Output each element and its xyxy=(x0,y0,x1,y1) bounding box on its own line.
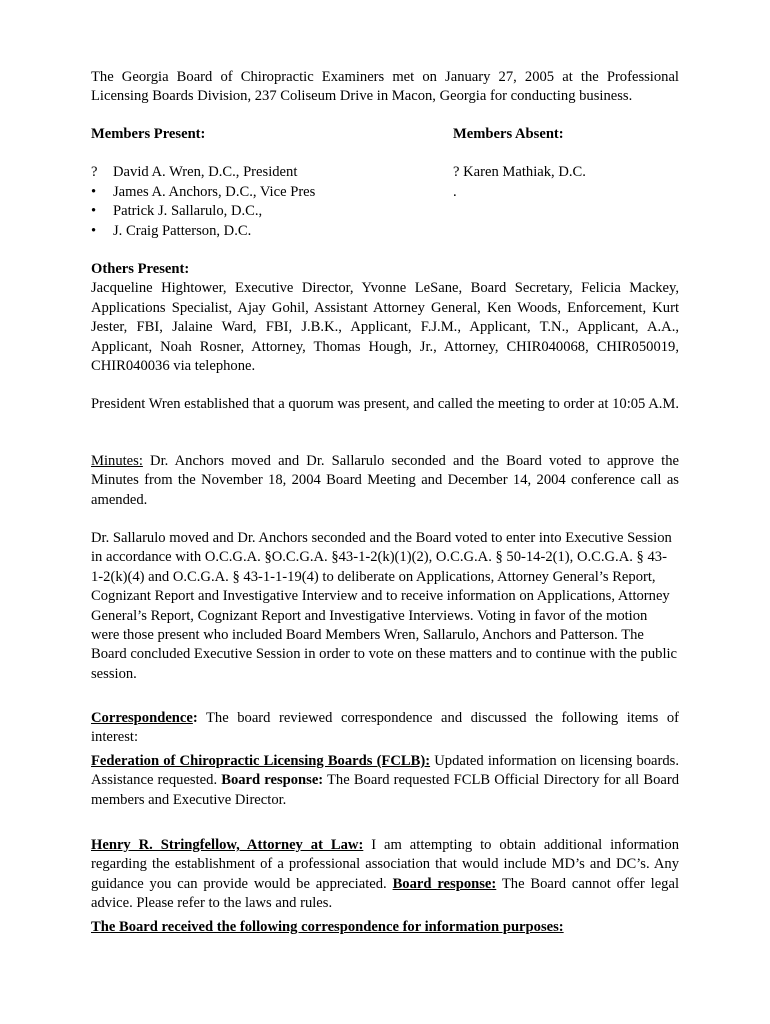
correspondence-colon: : xyxy=(192,710,198,726)
fclb-label: Federation of Chiropractic Licensing Boards (FCLB): xyxy=(91,753,431,769)
correspondence-text: The board reviewed correspondence and discussed the following items of interest: xyxy=(91,710,679,746)
members-present xyxy=(91,125,431,241)
list-item xyxy=(91,202,431,221)
stringfellow-text: I am attempting to obtain additional information regarding the establishment of a professional association that would include MD’s and DC’s. Any guidance you can provide would be appreciated. xyxy=(91,837,680,892)
stringfellow-label: Henry R. Stringfellow, Attorney at Law: xyxy=(91,837,364,853)
list-marker: • xyxy=(91,222,97,239)
others-present-section xyxy=(91,260,679,376)
stringfellow-response-text: The Board cannot offer legal advice. Please refer to the laws and rules. xyxy=(91,875,679,912)
members-absent-name: ? Karen Mathiak, D.C. xyxy=(453,164,586,181)
list-marker: • xyxy=(91,183,97,200)
list-marker: ? xyxy=(91,164,98,181)
minutes-label: Minutes: xyxy=(91,453,143,469)
fclb-text: Updated information on licensing boards. Assistance requested. xyxy=(91,753,679,789)
fclb-response-label: Board response: xyxy=(221,772,324,789)
list-marker: • xyxy=(91,203,97,220)
minutes-paragraph xyxy=(91,452,679,510)
quorum-paragraph: President Wren established that a quorum was present, and called the meeting to order at 10:05 A.M. xyxy=(91,396,680,412)
member-name: Patrick J. Sallarulo, D.C., xyxy=(113,203,263,220)
info-correspondence-heading: The Board received the following correspondence for information purposes: xyxy=(91,919,564,935)
stringfellow-response-label: Board response: xyxy=(392,875,497,892)
correspondence-label: Correspondence xyxy=(91,710,193,726)
minutes-text: Dr. Anchors moved and Dr. Sallarulo seconded and the Board voted to approve the Minutes from the November 18, 2004 Board Meeting and December 14, 2004 conference call as amended. xyxy=(91,453,679,508)
member-name: David A. Wren, D.C., President xyxy=(113,164,298,181)
others-present-heading: Others Present: xyxy=(91,261,190,277)
fclb-response-text: The Board requested FCLB Official Directory for all Board members and Executive Director. xyxy=(91,772,679,808)
executive-session-paragraph: Dr. Sallarulo moved and Dr. Anchors seconded and the Board voted to enter into Executive Session in accordance with O.C.G.A. §O.C.G.A. §43-1-2(k)(1)(2), O.C.G.A. § 50-14-2(1), O.C.G.A. § 43-1-2(k)(4) and O.C.G.A. § 43-1-1-19(4) to deliberate on Applications, Attorney General’s Report, Cognizant Report and Investigative Interview and to receive information on Applications, Attorney General’s Report, Cognizant Report and Investigative Interviews. Voting in favor of the motion were those present who included Board Members Wren, Sallarulo, Anchors and Patterson. The Board concluded Executive Session in order to vote on these matters and to continue with the public session. xyxy=(91,530,678,682)
stringfellow-paragraph xyxy=(91,836,679,914)
members-present-heading: Members Present: xyxy=(91,126,206,142)
members-absent-heading: Members Absent: xyxy=(453,126,564,142)
list-item xyxy=(91,222,431,241)
correspondence-paragraph xyxy=(91,709,679,748)
members-absent xyxy=(453,125,681,202)
member-name: James A. Anchors, D.C., Vice Pres xyxy=(113,183,316,200)
members-absent-dot: . xyxy=(453,183,457,200)
fclb-paragraph xyxy=(91,752,679,810)
intro-paragraph: The Georgia Board of Chiropractic Examiners met on January 27, 2005 at the Professional Licensing Boards Division, 237 Coliseum Drive in Macon, Georgia for conducting business. xyxy=(91,69,679,105)
members-present-list xyxy=(91,163,431,241)
list-item xyxy=(91,163,431,182)
member-name: J. Craig Patterson, D.C. xyxy=(113,222,252,239)
list-item xyxy=(91,183,431,202)
others-present-text: Jacqueline Hightower, Executive Director, Yvonne LeSane, Board Secretary, Felicia Mackey, Applications Specialist, Ajay Gohil, Assistant Attorney General, Ken Woods, Enforcement, Kurt Jester, FBI, Jalaine Ward, FBI, J.B.K., Applicant, F.J.M., Applicant, T.N., Applicant, A.A., Applicant, Noah Rosner, Attorney, Thomas Hough, Jr., Attorney, CHIR040068, CHIR050019, CHIR040036 via telephone. xyxy=(91,280,679,375)
